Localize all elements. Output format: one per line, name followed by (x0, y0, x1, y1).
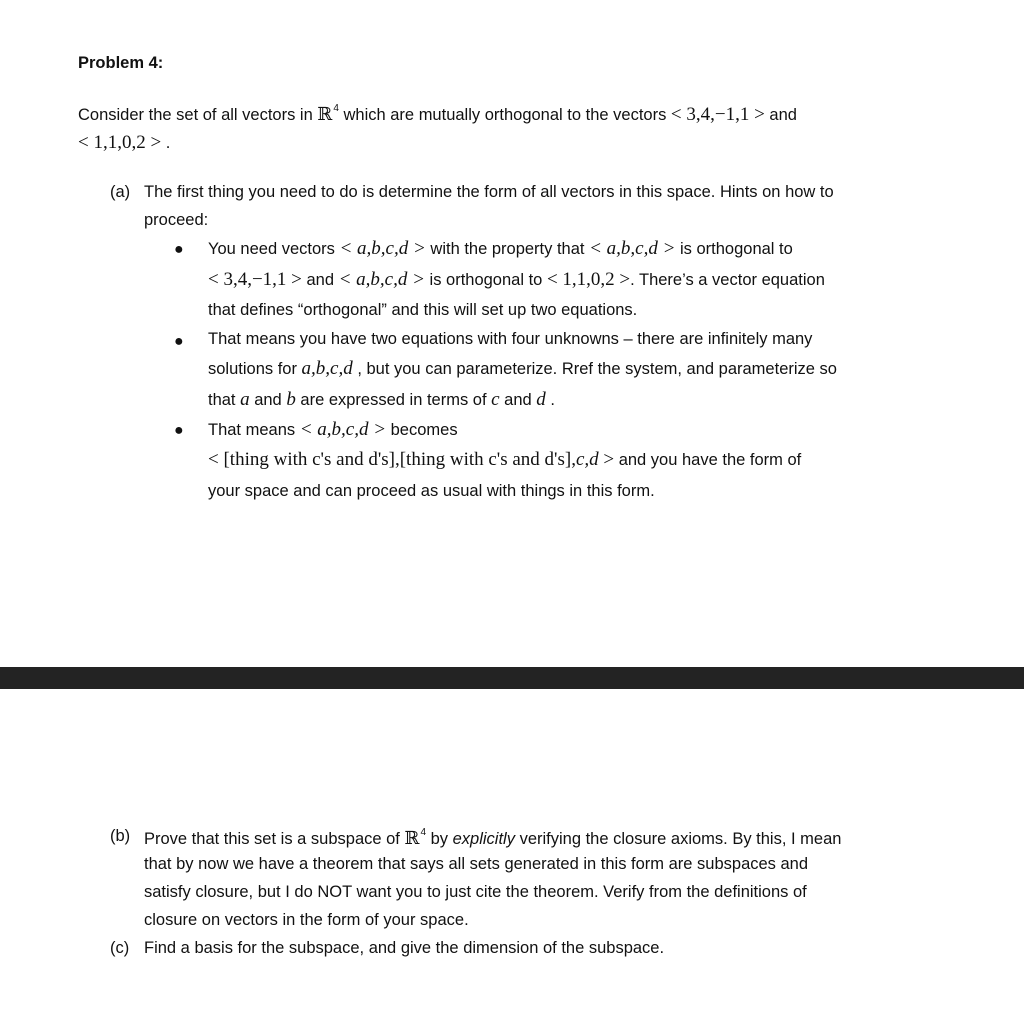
text: are expressed in terms of (295, 391, 492, 409)
vector-math: < [thing with c's and d's],[thing with c's and d's], (208, 449, 576, 470)
problem-title: Problem 4: (78, 54, 164, 72)
text: that (208, 391, 241, 409)
text: by (426, 830, 453, 848)
text: verifying the closure axioms. By this, I mean (514, 830, 842, 848)
math-variable: a (240, 389, 250, 410)
bullet-3-line-1 (208, 419, 458, 441)
real-space-symbol: ℝ (317, 104, 333, 125)
bullet-1-line-2 (208, 269, 825, 291)
vector-math: < a,b,c,d > (299, 419, 387, 440)
vector-math: < a,b,c,d > (339, 238, 426, 259)
intro-text: . (161, 134, 171, 152)
part-b-line-3: satisfy closure, but I do NOT want you to just cite the theorem. Verify from the definitions of (144, 883, 807, 901)
bullet-2-line-2 (208, 358, 837, 380)
intro-line-2 (78, 132, 170, 154)
text: and you have the form of (614, 451, 802, 469)
part-a-line-2: proceed: (144, 211, 209, 229)
emphasis-text: explicitly (452, 830, 515, 848)
bullet-1-line-1 (208, 238, 793, 260)
part-a-label: (a) (110, 183, 131, 201)
math-variable: d (536, 389, 546, 410)
intro-text: which are mutually orthogonal to the vectors (338, 106, 671, 124)
text: with the property that (425, 240, 590, 258)
text: Prove that this set is a subspace of (144, 830, 405, 848)
bullet-icon: ● (174, 333, 184, 350)
bullet-3-line-2 (208, 449, 801, 471)
part-c-text: Find a basis for the subspace, and give the dimension of the subspace. (144, 939, 665, 957)
text: and (301, 271, 339, 289)
vector-math: > (598, 449, 615, 470)
vector-math: < 3,4,−1,1 > (670, 104, 765, 125)
vector-math: < 3,4,−1,1 > (208, 269, 302, 290)
part-b-line-1 (144, 827, 841, 849)
bullet-icon: ● (174, 241, 184, 258)
bullet-2-line-1: That means you have two equations with four unknowns – there are infinitely many (208, 330, 813, 348)
text: solutions for (208, 360, 302, 378)
text: becomes (386, 421, 458, 439)
vector-math: < 1,1,0,2 > (546, 269, 631, 290)
bullet-3-line-3: your space and can proceed as usual with things in this form. (208, 482, 655, 500)
part-b-label: (b) (110, 827, 131, 845)
bullet-2-line-3 (208, 389, 555, 411)
vector-math: < a,b,c,d > (589, 238, 676, 259)
text: That means (208, 421, 300, 439)
text: . There’s a vector equation (630, 271, 825, 289)
text: is orthogonal to (675, 240, 793, 258)
part-c-label: (c) (110, 939, 130, 957)
part-b-line-2: that by now we have a theorem that says all sets generated in this form are subspaces and (144, 855, 809, 873)
intro-text: Consider the set of all vectors in (78, 106, 318, 124)
space-exponent: 4 (420, 827, 427, 838)
text: and (249, 391, 287, 409)
real-space-symbol: ℝ (404, 828, 420, 849)
text: and (499, 391, 537, 409)
bullet-1-line-3: that defines “orthogonal” and this will set up two equations. (208, 301, 638, 319)
intro-line-1 (78, 103, 797, 126)
vector-math: < a,b,c,d > (338, 269, 425, 290)
text: is orthogonal to (424, 271, 547, 289)
math-variables: a,b,c,d (301, 358, 353, 379)
math-variable: b (286, 389, 296, 410)
page-divider-bar (0, 667, 1024, 689)
bullet-icon: ● (174, 422, 184, 439)
math-variables: c,d (575, 449, 599, 470)
text: , but you can parameterize. Rref the system, and parameterize so (352, 360, 837, 378)
intro-text: and (764, 106, 797, 124)
space-exponent: 4 (333, 103, 339, 114)
part-a-line-1: The first thing you need to do is determine the form of all vectors in this space. Hints on how to (144, 183, 834, 201)
text: . (545, 391, 555, 409)
vector-math: < 1,1,0,2 > (78, 132, 162, 153)
part-b-line-4: closure on vectors in the form of your space. (144, 911, 469, 929)
text: You need vectors (208, 240, 340, 258)
math-variable: c (491, 389, 500, 410)
